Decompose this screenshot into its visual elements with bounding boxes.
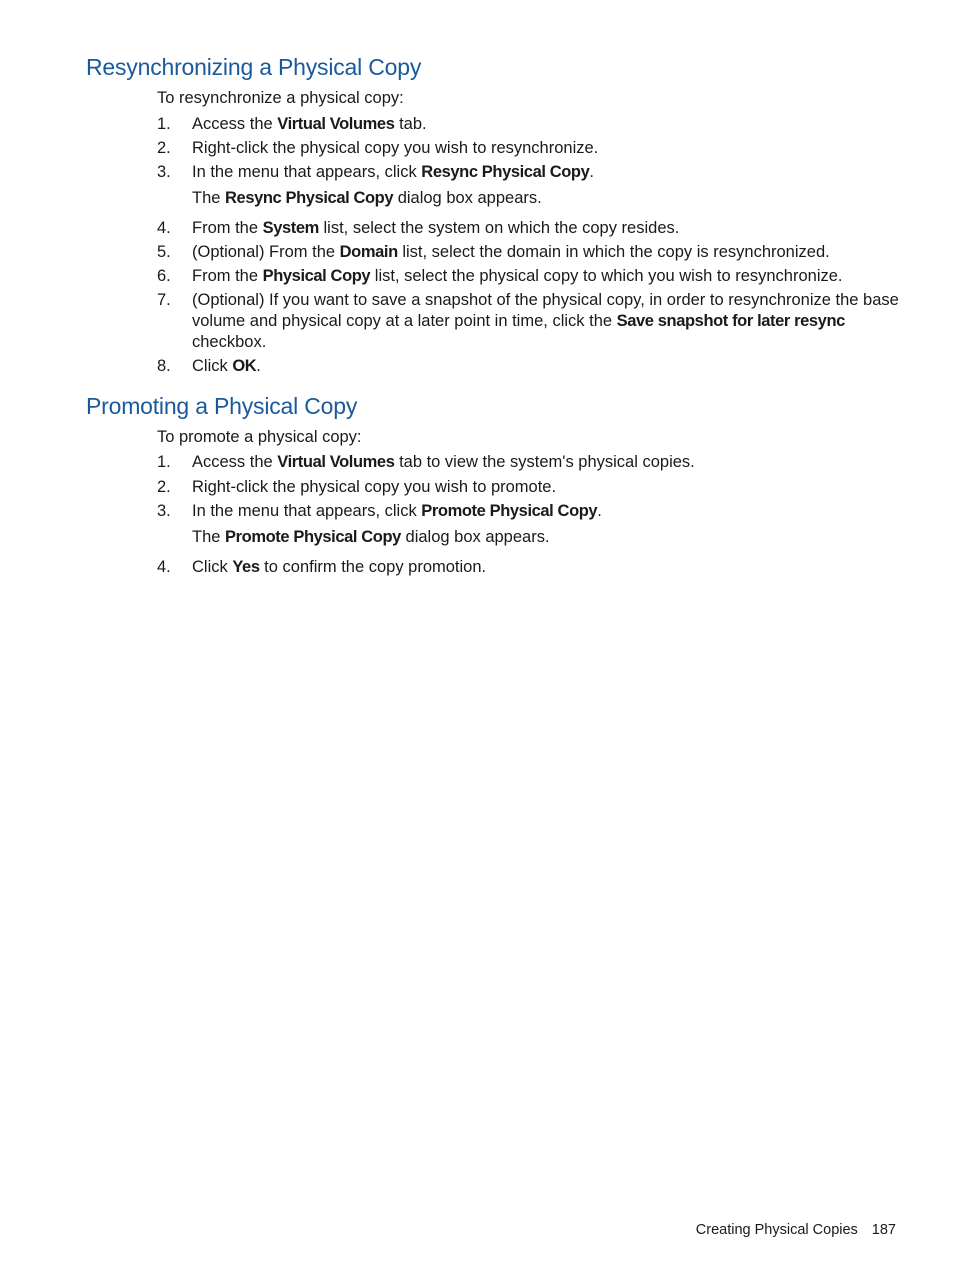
page-footer [696, 1222, 896, 1238]
section-heading-resync: Resynchronizing a Physical Copy [86, 54, 422, 80]
ui-term: Promote Physical Copy [225, 528, 401, 546]
list-item: 8. Click OK. [157, 357, 261, 375]
ui-term: Yes [232, 558, 260, 576]
step-number: 8. [157, 357, 171, 375]
ui-term: Save snapshot for later resync [616, 312, 845, 330]
list-item: 7. (Optional) If you want to save a snapshot of the physical copy, in order to resynchronize the base volume and physical copy at a later point in time, click the Save snapshot for later resync checkbox. [157, 291, 899, 351]
step-number: 4. [157, 219, 171, 237]
ui-term: System [262, 219, 319, 237]
step-number: 7. [157, 291, 171, 309]
list-item: 6. From the Physical Copy list, select the physical copy to which you wish to resynchronize. [157, 267, 843, 285]
ui-term: Promote Physical Copy [421, 502, 598, 520]
step-note: The Promote Physical Copy dialog box appears. [192, 528, 550, 546]
section-heading-promote: Promoting a Physical Copy [86, 393, 358, 419]
step-number: 1. [157, 115, 171, 133]
step-number: 3. [157, 502, 171, 520]
footer-title: Creating Physical Copies [695, 1222, 858, 1238]
list-item: 5. (Optional) From the Domain list, select the domain in which the copy is resynchronized. [157, 243, 830, 261]
step-number: 3. [157, 163, 171, 181]
ui-term: Virtual Volumes [277, 115, 395, 133]
step-note: The Resync Physical Copy dialog box appears. [192, 189, 542, 207]
ui-term: Physical Copy [262, 267, 371, 285]
list-item: 4. From the System list, select the system on which the copy resides. [157, 219, 680, 237]
section-intro-resync: To resynchronize a physical copy: [157, 89, 404, 107]
step-number: 1. [157, 453, 171, 471]
step-number: 6. [157, 267, 171, 285]
list-item: 2. Right-click the physical copy you wish to resynchronize. [157, 139, 599, 157]
ui-term: Resync Physical Copy [225, 189, 394, 207]
list-item: 4. Click Yes to confirm the copy promotion. [157, 558, 487, 576]
step-number: 2. [157, 139, 171, 157]
step-number: 2. [157, 478, 171, 496]
step-number: 5. [157, 243, 171, 261]
list-item: 3. In the menu that appears, click Resync Physical Copy. [157, 163, 594, 181]
list-item: 1. Access the Virtual Volumes tab. [157, 115, 427, 133]
ui-term: Virtual Volumes [277, 453, 395, 471]
step-number: 4. [157, 558, 171, 576]
section-intro-promote: To promote a physical copy: [157, 428, 362, 446]
list-item: 1. Access the Virtual Volumes tab to view the system's physical copies. [157, 453, 695, 471]
list-item: 2. Right-click the physical copy you wish to promote. [157, 478, 557, 496]
ui-term: Resync Physical Copy [421, 163, 590, 181]
ui-term: Domain [339, 243, 398, 261]
ui-term: OK [232, 357, 257, 375]
list-item: 3. In the menu that appears, click Promote Physical Copy. [157, 502, 602, 520]
page-number: 187 [871, 1222, 896, 1238]
